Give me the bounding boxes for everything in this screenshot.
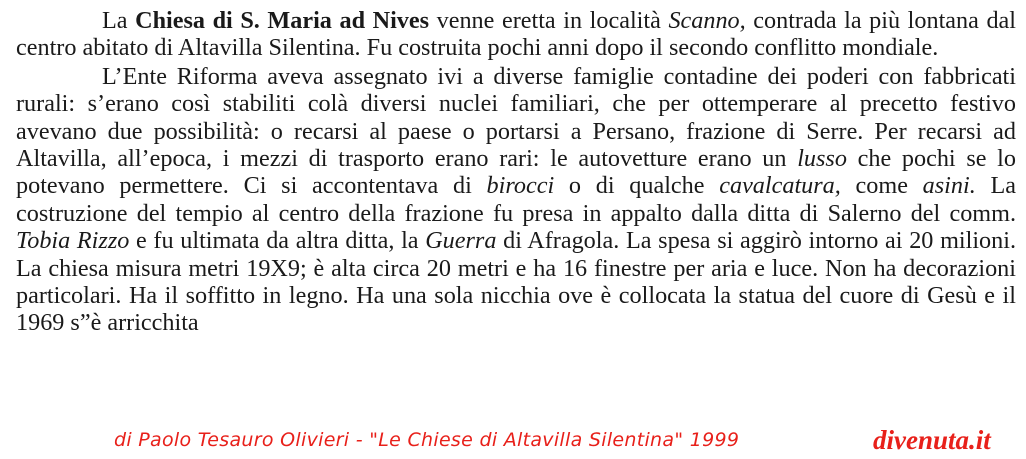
church-name: Chiesa di S. Maria ad Nives xyxy=(135,7,430,34)
segment: La costruzione del tempio al centro della frazione fu presa in appalto dalla ditta di Salerno del comm. xyxy=(16,172,1017,227)
segment: o di qualche xyxy=(554,172,720,200)
contractor-name: Tobia Rizzo xyxy=(16,227,130,255)
segment: La xyxy=(102,7,136,34)
contractor-name: Guerra xyxy=(425,227,497,255)
author-credit: di Paolo Tesauro Olivieri - "Le Chiese di Altavilla Silentina" 1999 xyxy=(114,429,740,451)
italic-term: asini. xyxy=(922,172,976,200)
segment: contrada la più lontana dal centro abitato di Altavilla Silentina. Fu costruita pochi anni dopo il secondo conflitto mondiale. xyxy=(16,7,1017,62)
italic-term: birocci xyxy=(486,172,555,200)
site-brand: divenuta.it xyxy=(873,425,991,455)
italic-term: lusso xyxy=(797,145,847,173)
segment: che pochi se lo potevano permettere. Ci si accontentava di xyxy=(16,145,1016,200)
watermark-footer xyxy=(0,425,1026,459)
paragraph-1 xyxy=(16,7,1016,62)
segment: venne eretta in località xyxy=(429,7,669,34)
segment: di Afragola. La spesa si aggirò intorno ai 20 milioni. La chiesa misura metri 19X9; è alta circa 20 metri e ha 16 finestre per aria e luce. Non ha decorazioni particolari. Ha il soffitto in legno. Ha una sola nicchia ove è collocata la statua del cuore di Gesù e il 1969 s”è arricchita xyxy=(16,227,1016,337)
place-name-scanno: Scanno, xyxy=(668,7,746,34)
paragraph-2 xyxy=(16,63,1016,337)
segment: e fu ultimata da altra ditta, la xyxy=(129,227,426,255)
italic-term: cavalcatura, xyxy=(719,172,841,200)
segment: come xyxy=(840,172,923,200)
article-body xyxy=(16,7,1016,337)
segment: L’Ente Riforma aveva assegnato ivi a diverse famiglie contadine dei poderi con fabbricati rurali: s’erano così stabiliti colà diversi nuclei familiari, che per ottemperare al precetto festivo avevano due possibilità: o recarsi al paese o portarsi a Persano, frazione di Serre. Per recarsi ad Altavilla, all’epoca, i mezzi di trasporto erano rari: le autovetture erano un xyxy=(16,62,1016,173)
